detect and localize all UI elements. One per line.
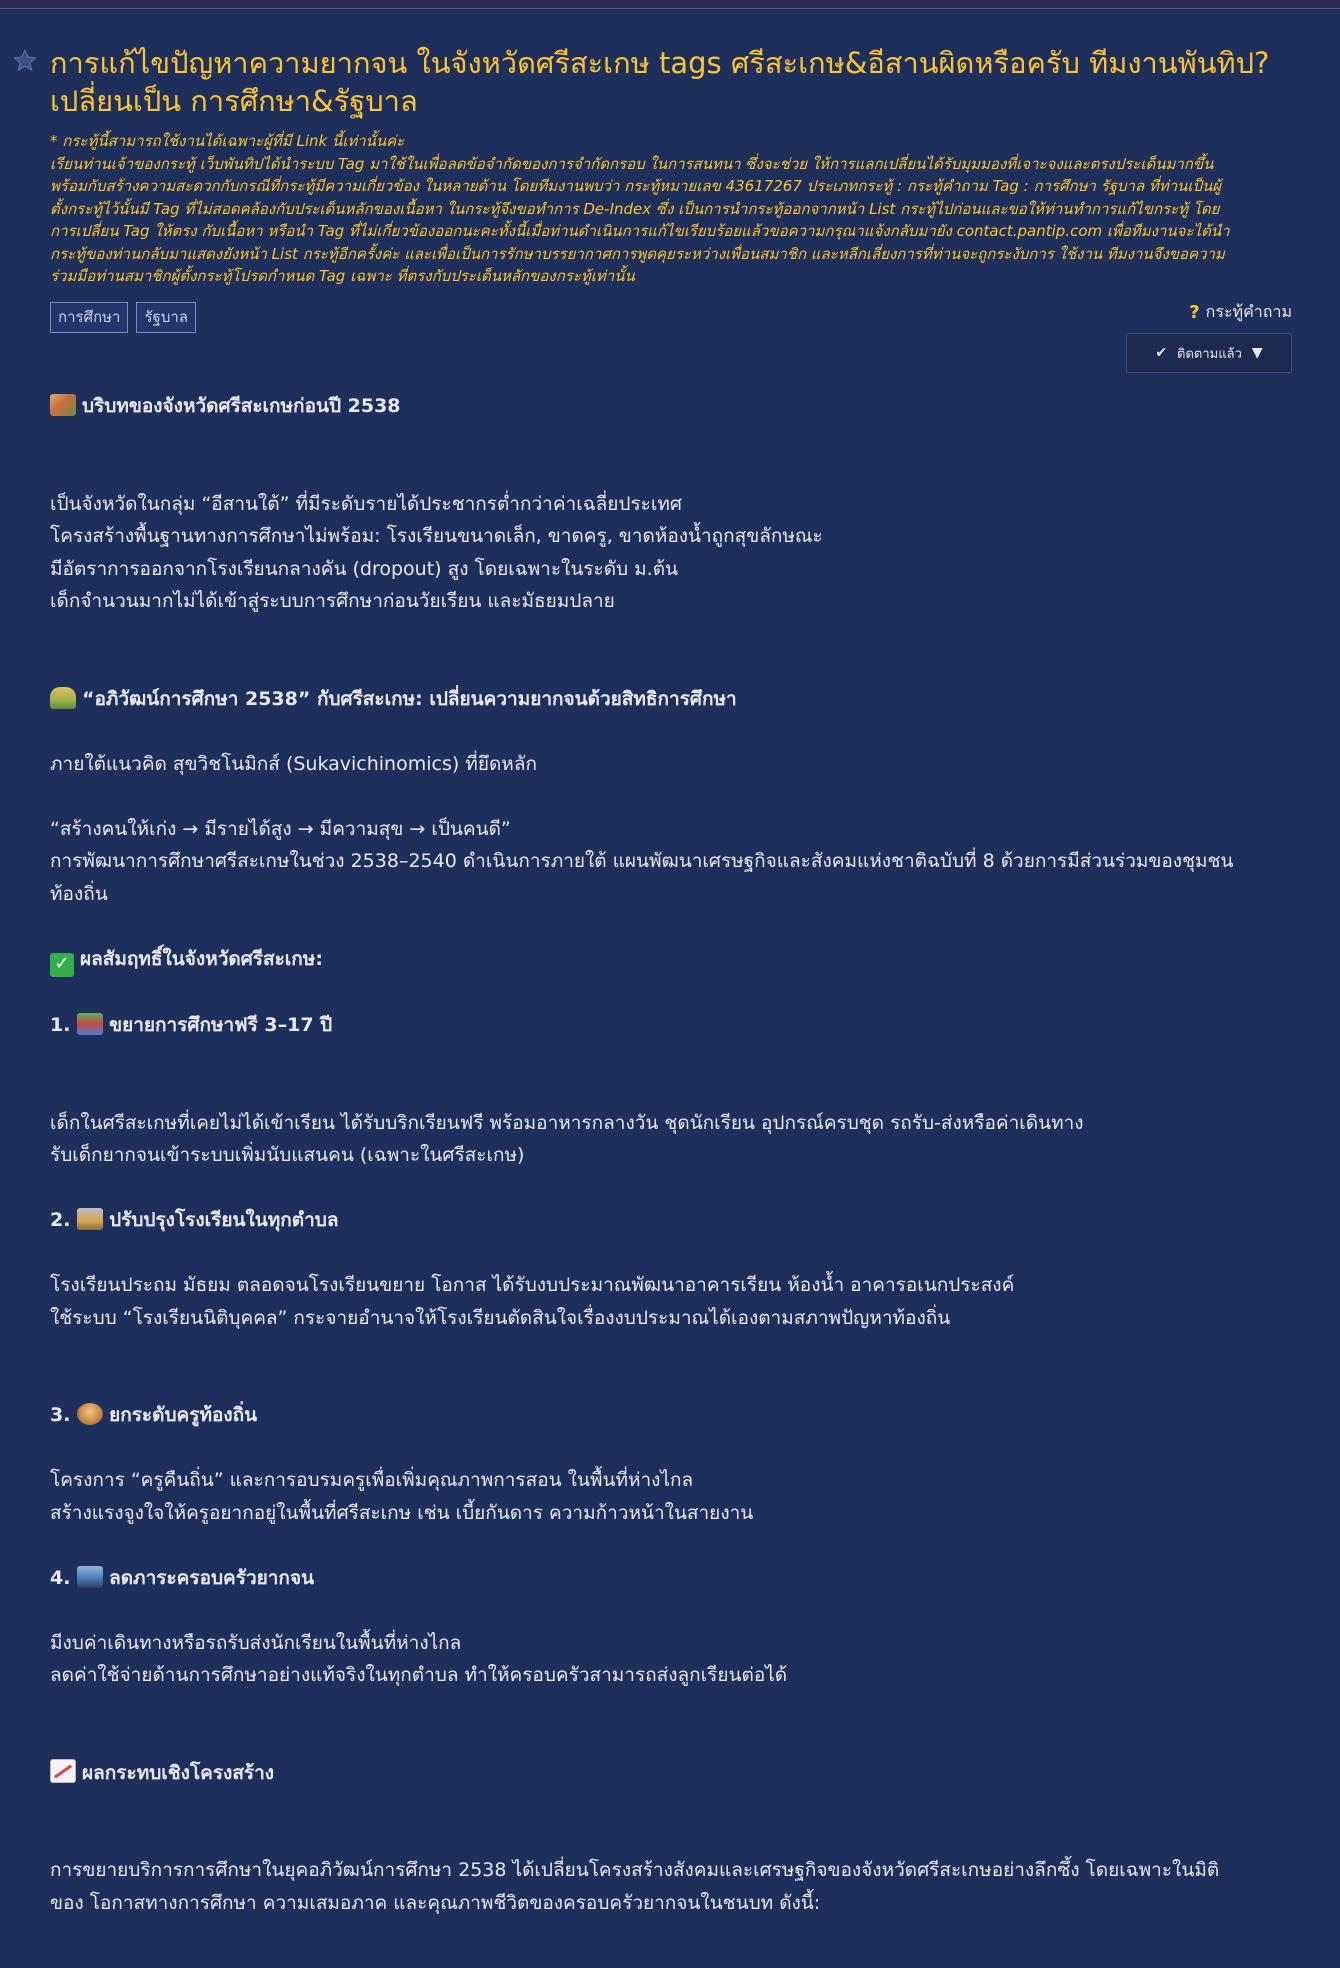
paragraph-line: ภายใต้แนวคิด สุขวิชโนมิกส์ (Sukavichinomics) ที่ยึดหลัก [50,752,537,775]
paragraph-line: โครงสร้างพื้นฐานทางการศึกษาไม่พร้อม: โรงเรียนขนาดเล็ก, ขาดครู, ขาดห้องน้ำถูกสุขลักษณะ [50,525,823,547]
moderator-notice [50,130,1300,288]
subheading-family-burden: 4. ลดภาระครอบครัวยากจน [50,1566,315,1589]
paragraph-line: สร้างแรงจูงใจให้ครูอยากอยู่ในพื้นที่ศรีสะเกษ เช่น เบี้ยกันดาร ความก้าวหน้าในสายงาน [50,1501,754,1524]
check-icon: ✔ [1155,345,1168,361]
top-border [0,0,1340,9]
tag-education[interactable]: การศึกษา [50,302,128,333]
books-icon [77,1013,103,1035]
paragraph-line: ท้องถิ่น [50,882,108,905]
paragraph-line: เด็กจำนวนมากไม่ได้เข้าสู่ระบบการศึกษาก่อนวัยเรียน และมัธยมปลาย [50,590,615,612]
map-icon [50,394,76,416]
notice-line: พร้อมกับสร้างความสะดวกกับกรณีที่กระทู้มีความเกี่ยวข้อง ในหลายด้าน โดยทีมงานพบว่า กระทู้หมายเลข 43617267 ประเภทกระทู้ : กระทู้คำถาม Tag : การศึกษา รัฐบาล ที่ท่านเป็นผู้ [50,177,1222,195]
paragraph-line: “สร้างคนให้เก่ง → มีรายได้สูง → มีความสุข → เป็นคนดี” [50,817,511,840]
notice-line: กระทู้ของท่านกลับมาแสดงยังหน้า List กระทู้อีกครั้งค่ะ และเพื่อเป็นการรักษาบรรยากาศการพูดคุยระหว่างเพื่อนสมาชิก และหลีกเลี่ยงการที่ท่านจะถูกระงับการ ใช้งาน ทีมงานจึงขอความ [50,244,1225,263]
school-icon [77,1208,103,1230]
question-mark-icon: ? [1189,302,1200,323]
section-heading-context: บริบทของจังหวัดศรีสะเกษก่อนปี 2538 [50,390,1300,423]
paragraph-line: มีงบค่าเดินทางหรือรถรับส่งนักเรียนในพื้นที่ห่างไกล [50,1631,462,1654]
paragraph-line: โรงเรียนประถม มัธยม ตลอดจนโรงเรียนขยาย โอกาส ได้รับงบประมาณพัฒนาอาคารเรียน ห้องน้ำ อาคารอเนกประสงค์ [50,1274,1015,1296]
paragraph-line: รับเด็กยากจนเข้าระบบเพิ่มนับแสนคน (เฉพาะในศรีสะเกษ) [50,1144,525,1166]
question-type [1189,300,1292,325]
notice-line: ร่วมมือท่านสมาชิกผู้ตั้งกระทู้โปรดกำหนด Tag เฉพาะ ที่ตรงกับประเด็นหลักของกระทู้เท่านั้น [50,267,635,285]
section-heading-impact: ผลกระทบเชิงโครงสร้าง [50,1757,1300,1790]
paragraph-line: มีอัตราการออกจากโรงเรียนกลางคัน (dropout) สูง โดยเฉพาะในระดับ ม.ต้น [50,557,679,580]
check-mark-icon: ✓ [50,953,74,977]
paragraph-line: ของ โอกาสทางการศึกษา ความเสมอภาค และคุณภาพชีวิตของครอบครัวยากจนในชนบท ดังนี้: [50,1891,821,1914]
paragraph-line: การพัฒนาการศึกษาศรีสะเกษในช่วง 2538–2540 ดำเนินการภายใต้ แผนพัฒนาเศรษฐกิจและสังคมแห่งชาติฉบับที่ 8 ด้วยการมีส่วนร่วมของชุมชน [50,850,1234,872]
follow-label: ติดตามแล้ว [1177,346,1242,362]
chart-increasing-icon [50,1759,76,1783]
paragraph-line: ใช้ระบบ “โรงเรียนนิติบุคคล” กระจายอำนาจให้โรงเรียนตัดสินใจเรื่องงบประมาณได้เองตามสภาพปัญหาท้องถิ่น [50,1306,951,1329]
teacher-icon [77,1403,103,1425]
paragraph-line: เด็กในศรีสะเกษที่เคยไม่ได้เข้าเรียน ได้รับบริกเรียนฟรี พร้อมอาหารกลางวัน ชุดนักเรียน อุปกรณ์ครบชุด รถรับ-ส่งหรือค่าเดินทาง [50,1111,1084,1134]
subheading-school-improvement: 2. ปรับปรุงโรงเรียนในทุกตำบล [50,1209,339,1231]
star-icon[interactable] [12,48,38,74]
paragraph-line: เป็นจังหวัดในกลุ่ม “อีสานใต้” ที่มีระดับรายได้ประชากรต่ำกว่าค่าเฉลี่ยประเทศ [50,492,682,515]
topic-body [50,390,1300,1919]
topic-title: การแก้ไขปัญหาความยากจน ในจังหวัดศรีสะเกษ tags ศรีสะเกษ&อีสานผิดหรือครับ ทีมงานพันทิป? เปลี่ยนเป็น การศึกษา&รัฐบาล [50,46,1270,118]
notice-line: * กระทู้นี้สามารถใช้งานได้เฉพาะผู้ที่มี Link นี้เท่านั้นค่ะ [50,132,405,150]
follow-button[interactable] [1126,333,1292,373]
subheading-free-education: 1. ขยายการศึกษาฟรี 3–17 ปี [50,1014,333,1036]
tag-list [50,302,196,333]
tag-government[interactable]: รัฐบาล [136,302,195,333]
section-heading-reform: “อภิวัฒน์การศึกษา 2538” กับศรีสะเกษ: เปลี่ยนความยากจนด้วยสิทธิการศึกษา [50,683,1300,716]
question-type-label: กระทู้คำถาม [1205,302,1292,321]
notice-line: ตั้งกระทู้ไว้นั้นมี Tag ที่ไม่สอดคล้องกับประเด็นหลักของเนื้อหา ในกระทู้จึงขอทำการ De-Index ซึ่ง เป็นการนำกระทู้ออกจากหน้า List กระทู้ไปก่อนและขอให้ท่านทำการแก้ไขกระทู้ โดย [50,199,1220,218]
paragraph-line: ลดค่าใช้จ่ายด้านการศึกษาอย่างแท้จริงในทุกตำบล ทำให้ครอบครัวสามารถส่งลูกเรียนต่อได้ [50,1664,788,1686]
section-heading-results: ✓ ผลสัมฤทธิ์ในจังหวัดศรีสะเกษ: [50,943,1300,977]
subheading-local-teachers: 3. ยกระดับครูท้องถิ่น [50,1404,258,1426]
notice-line: การเปลี่ยน Tag ให้ตรง กับเนื้อหา หรือนำ Tag ที่ไม่เกี่ยวข้องออกนะคะทั้งนี้เมื่อท่านดำเนินการแก้ไขเรียบร้อยแล้วขอความกรุณาแจ้งกลับมายัง contact.pantip.com เพื่อทีมงานจะได้นำ [50,222,1230,240]
caret-down-icon: ▼ [1251,345,1263,361]
bus-icon [77,1566,103,1588]
paragraph-line: การขยายบริการการศึกษาในยุคอภิวัฒน์การศึกษา 2538 ได้เปลี่ยนโครงสร้างสังคมและเศรษฐกิจของจังหวัดศรีสะเกษอย่างลึกซึ้ง โดยเฉพาะในมิติ [50,1859,1220,1881]
paragraph-line: โครงการ “ครูคืนถิ่น” และการอบรมครูเพื่อเพิ่มคุณภาพการสอน ในพื้นที่ห่างไกล [50,1469,694,1491]
notice-line: เรียนท่านเจ้าของกระทู้ เว็บพันทิปได้นำระบบ Tag มาใช้ในเพื่อลดข้อจำกัดของการจำกัดกรอบ ในการสนทนา ซึ่งจะช่วย ให้การแลกเปลี่ยนได้รับมุมมองที่เจาะจงและตรงประเด็นมากขึ้น [50,154,1214,173]
rice-icon [50,687,76,709]
